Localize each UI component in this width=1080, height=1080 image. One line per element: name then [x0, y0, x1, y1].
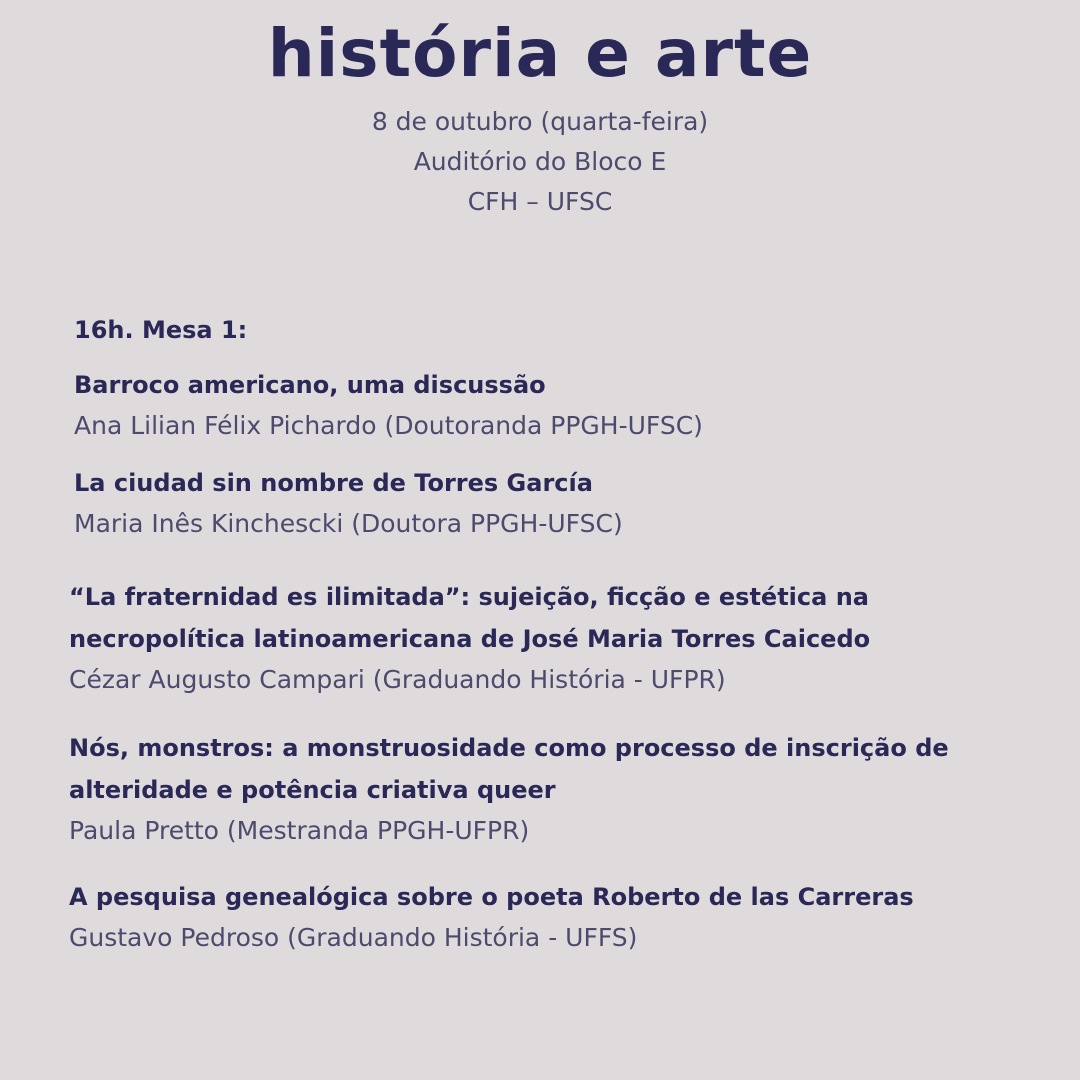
- event-date: 8 de outubro (quarta-feira): [371, 107, 709, 136]
- talk-speaker: Cézar Augusto Campari (Graduando História - UFPR): [69, 665, 726, 694]
- event-venue: Auditório do Bloco E: [413, 147, 667, 176]
- event-institution: CFH – UFSC: [467, 187, 613, 216]
- talk-item: [74, 462, 1074, 544]
- event-header: [0, 14, 1080, 222]
- talk-item: [69, 876, 1069, 958]
- event-title: história e arte: [267, 15, 813, 92]
- talk-title-continued: necropolítica latinoamericana de José Maria Torres Caicedo: [69, 625, 871, 653]
- talk-title: Nós, monstros: a monstruosidade como processo de inscrição de: [69, 734, 949, 762]
- talk-speaker: Ana Lilian Félix Pichardo (Doutoranda PPGH-UFSC): [74, 411, 703, 440]
- talk-speaker: Gustavo Pedroso (Graduando História - UFFS): [69, 923, 638, 952]
- talk-title: A pesquisa genealógica sobre o poeta Roberto de las Carreras: [69, 883, 914, 911]
- talk-item: [74, 364, 1074, 446]
- session-label: 16h. Mesa 1:: [74, 316, 248, 344]
- talk-title: La ciudad sin nombre de Torres García: [74, 469, 593, 497]
- talk-title: “La fraternidad es ilimitada”: sujeição, ficção e estética na: [69, 583, 869, 611]
- talk-speaker: Maria Inês Kinchescki (Doutora PPGH-UFSC): [74, 509, 623, 538]
- talk-title-continued: alteridade e potência criativa queer: [69, 776, 556, 804]
- talk-title: Barroco americano, uma discussão: [74, 371, 546, 399]
- talk-item: [69, 576, 1069, 700]
- talk-speaker: Paula Pretto (Mestranda PPGH-UFPR): [69, 816, 530, 845]
- talk-item: [69, 727, 1069, 851]
